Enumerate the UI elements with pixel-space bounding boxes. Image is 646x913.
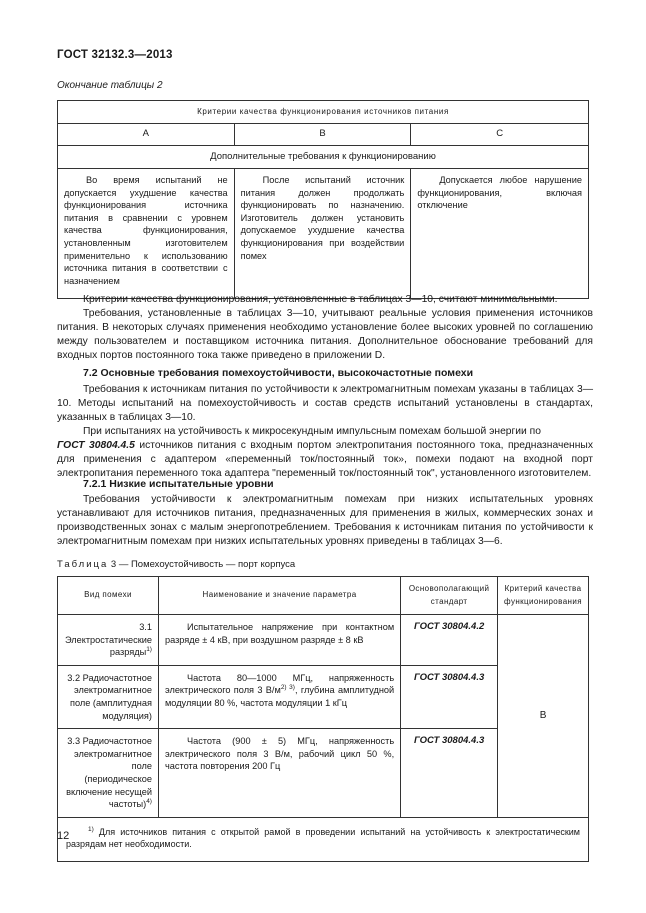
- column-a-header: А: [58, 124, 235, 146]
- row-3-parameter: [158, 729, 400, 818]
- criteria-table-title: Критерии качества функционирования источников питания: [58, 101, 589, 124]
- row-3-footnote-ref: 4): [146, 798, 152, 806]
- paragraph-criteria: [57, 293, 593, 363]
- row-1-parameter-text: Испытательное напряжение при контактном разряде ± 4 кВ, при воздушном разряде ± 8 кВ: [164, 622, 395, 645]
- header-parameter: Наименование и значение параметра: [158, 577, 400, 615]
- row-3-type: [58, 729, 159, 818]
- header-criterion: Критерий качества функционирования: [498, 577, 589, 615]
- standard-reference-link: ГОСТ 30804.4.5: [57, 440, 135, 451]
- row-3-parameter-text: Частота (900 ± 5) МГц, напряженность электрического поля 3 В/м, рабочий цикл 50 %, частота повторения 200 Гц: [164, 736, 395, 772]
- footnote-body: Для источников питания с открытой рамой в проведении испытаний на устойчивость к электростатическим разрядам нет необходимости.: [66, 826, 580, 850]
- row-2-type: 3.2 Радиочастотное электромагнитное поле (амплитудная модуляция): [58, 665, 159, 728]
- footnote-marker: 1): [88, 825, 94, 833]
- table-continuation-label: Окончание таблицы 2: [57, 80, 163, 91]
- table-footnote: [58, 817, 589, 861]
- criterion-b-cell: [234, 169, 411, 299]
- section-7-2-title: 7.2 Основные требования помехоустойчивости, высокочастотные помехи: [83, 367, 474, 379]
- row-3-type-text: 3.3 Радиочастотное электромагнитное поле (периодическое включение несущей частоты): [66, 736, 152, 810]
- row-2-parameter: [158, 665, 400, 728]
- paragraph-group-7-2-1: [57, 493, 593, 549]
- table-footnote-text: [66, 826, 580, 851]
- page-number: 12: [57, 830, 70, 842]
- criterion-b-text: После испытаний источник питания должен продолжать функционировать по назначению. Изготовитель должен установить допускаемое ухудшение качества функционирования при воздействии помех: [240, 175, 405, 261]
- immunity-table: [57, 576, 589, 862]
- paragraph-group-7-2: [57, 383, 593, 481]
- paragraph-1: Критерии качества функционирования, установленные в таблицах 3—10, считают минимальными.: [83, 294, 558, 305]
- criterion-cell: В: [498, 615, 589, 818]
- table-3-caption: [57, 559, 295, 570]
- column-c-header: С: [411, 124, 589, 146]
- section-row: Дополнительные требования к функционированию: [58, 146, 589, 169]
- row-1-standard: ГОСТ 30804.4.2: [401, 615, 498, 666]
- section-7-2-1-title: 7.2.1 Низкие испытательные уровни: [83, 478, 274, 490]
- row-2-parameter-text: [165, 672, 394, 710]
- row-2-parameter-main: Частота 80—1000 МГц, напряженность электрического поля 3 В/м: [164, 672, 395, 696]
- row-2-footnote-ref: 2) 3): [280, 684, 295, 692]
- paragraph-3: Требования к источникам питания по устойчивости к электромагнитным помехам указаны в таблицах 3—10. Методы испытаний на помехоустойчивость и состав средств испытаний установлены в стандартах, указанных в таблицах 3—10.: [57, 384, 593, 423]
- criterion-c-text: Допускается любое нарушение функционирования, включая отключение: [417, 175, 582, 211]
- paragraph-4: [57, 425, 593, 481]
- paragraph-4-end: источников питания с входным портом электропитания постоянного тока, предназначенных для применения с адаптером «переменный ток/постоянный ток», помехи подают на входной порт электропитания переменного тока адаптера "переменный ток/постоянный ток", установленного изготовителем.: [57, 440, 593, 479]
- table-3-caption-word: Таблица: [57, 559, 109, 570]
- paragraph-5: Требования устойчивости к электромагнитным помехам при низких испытательных уровнях устанавливают для источников питания, предназначенных для применения в жилых, коммерческих зонах и производственных зонах с малым энергопотреблением. Требования к источникам питания по устойчивости к электромагнитным помехам при низких испытательных уровнях приведены в таблицах 3—6.: [57, 494, 593, 547]
- row-2-parameter-tail: , глубина амплитудной модуляции 80 %, частота модуляции 1 кГц: [164, 685, 395, 708]
- row-3-standard: ГОСТ 30804.4.3: [401, 729, 498, 818]
- paragraph-2: Требования, установленные в таблицах 3—10, учитывают реальные условия применения источников питания. В некоторых случаях применения необходимо установление более высоких уровней по соглашению между пользователем и поставщиком источника питания. Дополнительное обоснование требований для входных портов постоянного тока также приведено в приложении D.: [57, 308, 593, 361]
- row-1-type: [58, 615, 159, 666]
- paragraph-4-start: При испытаниях на устойчивость к микросекундным импульсным помехам большой энергии по: [83, 426, 541, 437]
- row-1-type-text: 3.1 Электростатические разряды: [64, 622, 152, 658]
- row-1-footnote-ref: 1): [146, 646, 152, 654]
- criterion-c-cell: [411, 169, 589, 299]
- column-b-header: В: [234, 124, 411, 146]
- page-header: ГОСТ 32132.3—2013: [57, 49, 173, 61]
- header-standard: Основополагающий стандарт: [401, 577, 498, 615]
- header-disturbance-type: Вид помехи: [58, 577, 159, 615]
- criterion-a-text: Во время испытаний не допускается ухудшение качества функционирования источника питания в сравнении с уровнем качества функционирования, установленным изготовителем применительно к использованию источника питания в соответствии с назначением: [64, 175, 228, 286]
- row-1-parameter: [158, 615, 400, 666]
- table-3-caption-text: 3 — Помехоустойчивость — порт корпуса: [110, 559, 296, 570]
- row-2-standard: ГОСТ 30804.4.3: [401, 665, 498, 728]
- criteria-table: [57, 100, 589, 299]
- criterion-a-cell: [58, 169, 235, 299]
